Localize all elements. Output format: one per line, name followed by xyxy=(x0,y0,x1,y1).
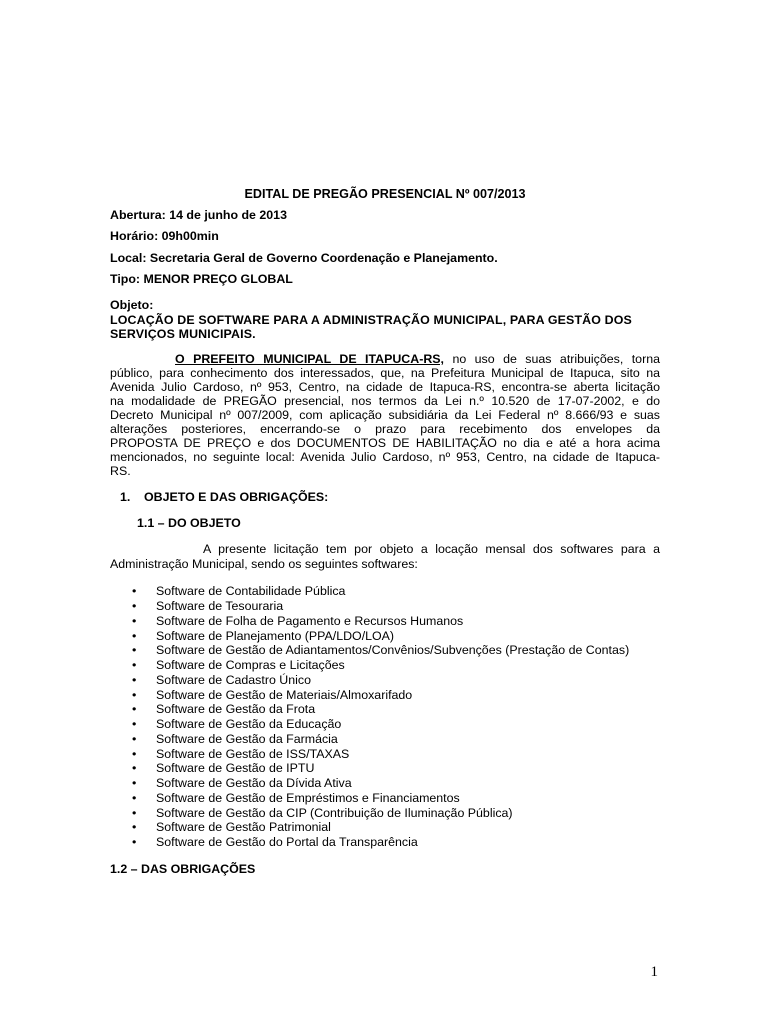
horario-line: Horário: 09h00min xyxy=(110,229,219,244)
objeto-text: LOCAÇÃO DE SOFTWARE PARA A ADMINISTRAÇÃO MUNICIPAL, PARA GESTÃO DOS SERVIÇOS MUNICIPAIS. xyxy=(110,312,632,342)
software-name: Software de Gestão do Portal da Transparência xyxy=(156,835,418,850)
software-name: Software de Gestão de IPTU xyxy=(156,761,315,776)
preamble-line: Avenida Julio Cardoso, nº 953, Centro, na cidade de Itapuca-RS, encontra-se aberta licitação xyxy=(110,380,660,395)
document-title: EDITAL DE PREGÃO PRESENCIAL Nº 007/2013 xyxy=(244,187,526,201)
document-content xyxy=(110,187,660,877)
software-name: Software de Tesouraria xyxy=(156,599,284,614)
bullet-icon: • xyxy=(132,761,137,776)
software-list-item xyxy=(110,776,660,791)
bullet-icon: • xyxy=(132,835,137,850)
software-list-item xyxy=(110,673,660,688)
bullet-icon: • xyxy=(132,687,137,702)
software-list-item xyxy=(110,688,660,703)
software-name: Software de Contabilidade Pública xyxy=(156,584,346,599)
section-1-2-heading: 1.2 – DAS OBRIGAÇÕES xyxy=(110,861,256,876)
software-name: Software de Gestão de Adiantamentos/Convênios/Subvenções (Prestação de Contas) xyxy=(156,643,630,658)
preamble-line: na modalidade de PREGÃO presencial, nos termos da Lei n.º 10.520 de 17-07-2002, e do xyxy=(110,394,660,409)
bullet-icon: • xyxy=(132,746,137,761)
software-list-item xyxy=(110,614,660,629)
software-list-item xyxy=(110,732,660,747)
bullet-icon: • xyxy=(132,776,137,791)
software-name: Software de Folha de Pagamento e Recursos Humanos xyxy=(156,613,464,628)
object-intro-paragraph xyxy=(110,542,660,572)
local-line: Local: Secretaria Geral de Governo Coordenação e Planejamento. xyxy=(110,250,498,265)
software-name: Software de Gestão Patrimonial xyxy=(156,820,331,835)
section-1-title: OBJETO E DAS OBRIGAÇÕES: xyxy=(144,490,329,505)
software-list-item xyxy=(110,658,660,673)
bullet-icon: • xyxy=(132,717,137,732)
software-name: Software de Gestão de Empréstimos e Financiamentos xyxy=(156,790,460,805)
bullet-icon: • xyxy=(132,613,137,628)
bullet-icon: • xyxy=(132,599,137,614)
software-name: Software de Compras e Licitações xyxy=(156,658,345,673)
bullet-icon: • xyxy=(132,790,137,805)
prefeito-heading: O PREFEITO MUNICIPAL DE ITAPUCA-RS, xyxy=(175,352,444,367)
preamble-line: O PREFEITO MUNICIPAL DE ITAPUCA-RS, no uso de suas atribuições, torna xyxy=(175,352,660,367)
bullet-icon: • xyxy=(132,628,137,643)
software-list-item xyxy=(110,761,660,776)
software-name: Software de Cadastro Único xyxy=(156,672,311,687)
bullet-icon: • xyxy=(132,805,137,820)
software-name: Software de Gestão da Dívida Ativa xyxy=(156,776,352,791)
software-name: Software de Gestão da CIP (Contribuição de Iluminação Pública) xyxy=(156,805,513,820)
software-list-item xyxy=(110,820,660,835)
software-list-item xyxy=(110,629,660,644)
software-name: Software de Gestão da Farmácia xyxy=(156,731,338,746)
preamble-line: PROPOSTA DE PREÇO e dos DOCUMENTOS DE HABILITAÇÃO no dia e até a hora acima xyxy=(110,436,660,451)
section-1-number: 1. xyxy=(120,490,131,505)
bullet-icon: • xyxy=(132,820,137,835)
software-name: Software de Gestão de Materiais/Almoxarifado xyxy=(156,687,413,702)
preamble-paragraph xyxy=(110,352,660,478)
software-list-item xyxy=(110,599,660,614)
software-name: Software de Planejamento (PPA/LDO/LOA) xyxy=(156,628,395,643)
preamble-line: mencionados, no seguinte local: Avenida Julio Cardoso, nº 953, Centro, na cidade de Itapuca- xyxy=(110,450,660,465)
software-name: Software de Gestão da Educação xyxy=(156,717,342,732)
software-list-item xyxy=(110,717,660,732)
page-number: 1 xyxy=(650,964,658,980)
preamble-line: alterações posteriores, encerrando-se o prazo para recebimento dos envelopes da xyxy=(110,422,660,437)
preamble-line: RS. xyxy=(110,464,131,479)
software-list-item xyxy=(110,584,660,599)
bullet-icon: • xyxy=(132,672,137,687)
bullet-icon: • xyxy=(132,658,137,673)
software-list xyxy=(110,584,660,850)
tipo-line: Tipo: MENOR PREÇO GLOBAL xyxy=(110,271,293,286)
section-1-heading xyxy=(120,490,660,505)
software-list-item xyxy=(110,791,660,806)
preamble-line: público, para conhecimento dos interessados, que, na Prefeitura Municipal de Itapuca, sito na xyxy=(110,366,660,381)
preamble-line: Decreto Municipal nº 007/2009, com aplicação subsidiária da Lei Federal nº 8.666/93 e suas xyxy=(110,408,660,423)
intro-line: A presente licitação tem por objeto a locação mensal dos softwares para a xyxy=(203,541,660,556)
section-1-1-heading: 1.1 – DO OBJETO xyxy=(137,515,241,530)
intro-line: Administração Municipal, sendo os seguintes softwares: xyxy=(110,556,418,571)
software-name: Software de Gestão de ISS/TAXAS xyxy=(156,746,350,761)
software-list-item xyxy=(110,835,660,850)
software-list-item xyxy=(110,806,660,821)
software-list-item xyxy=(110,747,660,762)
bullet-icon: • xyxy=(132,643,137,658)
bullet-icon: • xyxy=(132,731,137,746)
objeto-label: Objeto: xyxy=(110,297,154,312)
software-list-item xyxy=(110,643,660,658)
bullet-icon: • xyxy=(132,584,137,599)
abertura-line: Abertura: 14 de junho de 2013 xyxy=(110,207,287,222)
software-name: Software de Gestão da Frota xyxy=(156,702,316,717)
software-list-item xyxy=(110,702,660,717)
bullet-icon: • xyxy=(132,702,137,717)
